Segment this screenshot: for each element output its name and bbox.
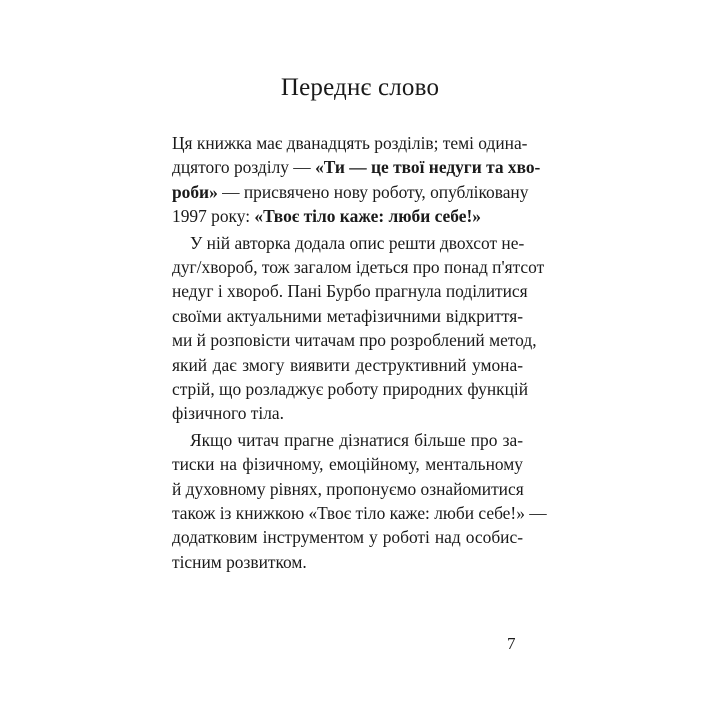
paragraph-2-line-1	[190, 231, 523, 255]
paragraph-3-line-4	[172, 501, 547, 525]
text-run: У ній авторка додала опис решти двохсот не-	[190, 232, 525, 253]
paragraph-2-line-7	[172, 377, 529, 401]
paragraph-1-line-3	[172, 180, 529, 204]
paragraph-3-line-1	[190, 428, 523, 452]
paragraph-3-line-5	[172, 525, 523, 549]
text-run: фізичного тіла.	[172, 403, 284, 424]
paragraph-1-line-1	[172, 131, 528, 155]
text-run: також із книжкою «Твоє тіло каже: люби себе!» —	[172, 503, 547, 523]
text-run: тиски на фізичному, емоційному, ментальному	[172, 454, 523, 475]
text-run: тісним розвитком.	[172, 551, 307, 572]
text-run: дцятого розділу —	[172, 157, 316, 178]
paragraph-2-line-5	[172, 328, 537, 352]
paragraph-1-line-2	[172, 155, 541, 179]
text-run: дуг/хвороб, тож загалом ідеться про понад п'ятсот	[172, 257, 545, 277]
text-run: недуг і хвороб. Пані Бурбо прагнула поділитися	[172, 281, 528, 302]
bold-text: «Ти — це твої недуги та хво-	[315, 157, 541, 178]
text-run: додатковим інструментом у роботі над особис-	[172, 527, 523, 548]
paragraph-2-line-8	[172, 401, 523, 425]
paragraph-2-line-6	[172, 353, 523, 377]
text-run: 1997 року:	[172, 206, 255, 227]
page-number: 7	[507, 634, 516, 653]
paragraph-3-line-2	[172, 452, 523, 476]
text-run: своїми актуальними метафізичними відкриття-	[172, 305, 523, 326]
text-run: який дає змогу виявити деструктивний умона-	[172, 354, 523, 375]
paragraph-3-line-6	[172, 550, 523, 574]
paragraph-1-line-4	[172, 204, 523, 228]
page-title: Переднє слово	[280, 74, 440, 101]
text-run: Ця книжка має дванадцять розділів; темі одина-	[172, 133, 528, 153]
paragraph-3-line-3	[172, 477, 523, 501]
bold-text: роби»	[172, 181, 218, 202]
text-run: — присвячено нову роботу, опубліковану	[217, 181, 529, 202]
text-run: Якщо читач прагне дізнатися більше про за-	[190, 429, 523, 450]
paragraph-2-line-2	[172, 255, 545, 279]
text-run: ми й розповісти читачам про розроблений метод,	[172, 330, 537, 351]
paragraph-2-line-4	[172, 304, 523, 328]
bold-text: «Твоє тіло каже: люби себе!»	[254, 206, 481, 227]
text-run: й духовному рівнях, пропонуємо ознайомитися	[172, 478, 524, 499]
text-run: стрій, що розладжує роботу природних функцій	[172, 379, 529, 399]
paragraph-2-line-3	[172, 279, 528, 303]
